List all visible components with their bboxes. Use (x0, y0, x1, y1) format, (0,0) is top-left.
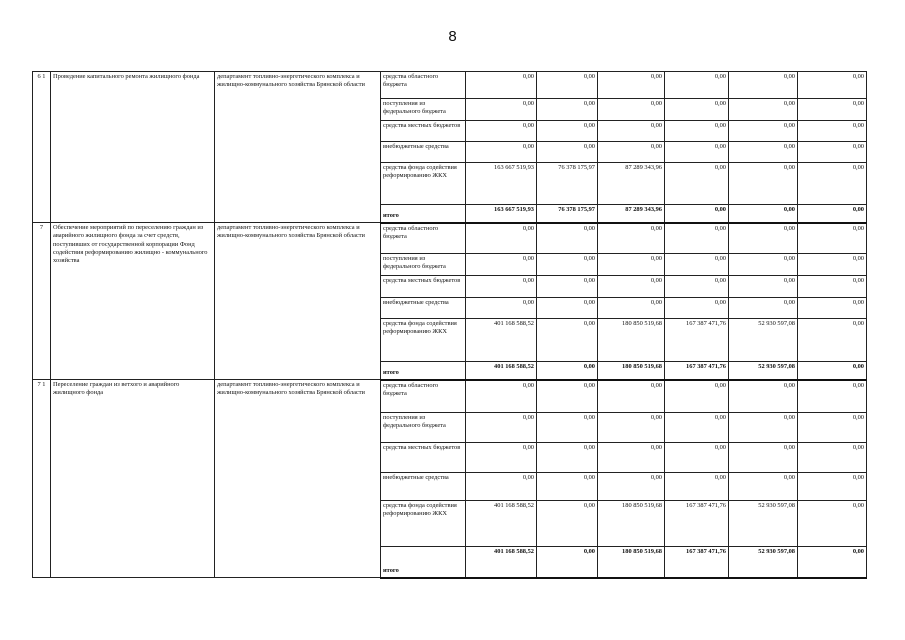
amount-cell: 0,00 (598, 276, 665, 298)
amount-cell: 0,00 (598, 121, 665, 142)
amount-cell: 0,00 (665, 99, 729, 121)
amount-cell: 0,00 (537, 413, 598, 443)
amount-cell: 163 667 519,93 (466, 163, 537, 205)
funding-source: средства областного бюджета (381, 72, 466, 99)
amount-cell: 76 378 175,97 (537, 163, 598, 205)
amount-cell: 0,00 (798, 547, 867, 578)
amount-cell: 0,00 (798, 121, 867, 142)
item-executor: департамент топливно-энергетического комплекса и жилищно-коммунального хозяйства Брянской области (215, 223, 381, 380)
funding-source: средства областного бюджета (381, 223, 466, 254)
amount-cell: 0,00 (598, 413, 665, 443)
amount-cell: 180 850 519,68 (598, 547, 665, 578)
amount-cell: 0,00 (665, 205, 729, 223)
amount-cell: 167 387 471,76 (665, 547, 729, 578)
item-name: Обеспечение мероприятий по переселению граждан из аварийного жилищного фонда за счет средств, поступивших от государственной корпорации Фонд содействия реформированию жилищно - коммунального хозяйства (51, 223, 215, 380)
funding-source: внебюджетные средства (381, 142, 466, 163)
amount-cell: 180 850 519,68 (598, 501, 665, 547)
amount-cell: 52 930 597,08 (729, 319, 798, 362)
amount-cell: 0,00 (665, 298, 729, 319)
amount-cell: 52 930 597,08 (729, 547, 798, 578)
amount-cell: 0,00 (798, 413, 867, 443)
amount-cell: 180 850 519,68 (598, 362, 665, 380)
amount-cell: 0,00 (729, 413, 798, 443)
funding-source: средства фонда содействия реформированию ЖКХ (381, 501, 466, 547)
amount-cell: 0,00 (798, 223, 867, 254)
amount-cell: 0,00 (729, 254, 798, 276)
amount-cell: 0,00 (729, 163, 798, 205)
amount-cell: 0,00 (466, 298, 537, 319)
funding-source: средства фонда содействия реформированию ЖКХ (381, 163, 466, 205)
amount-cell: 0,00 (665, 163, 729, 205)
funding-source: поступления из федерального бюджета (381, 99, 466, 121)
amount-cell: 0,00 (466, 72, 537, 99)
amount-cell: 0,00 (466, 223, 537, 254)
amount-cell: 167 387 471,76 (665, 362, 729, 380)
amount-cell: 0,00 (537, 501, 598, 547)
item-executor: департамент топливно-энергетического комплекса и жилищно-коммунального хозяйства Брянской области (215, 72, 381, 223)
item-number: 7 1 (33, 380, 51, 578)
amount-cell: 0,00 (798, 276, 867, 298)
amount-cell: 0,00 (665, 72, 729, 99)
funding-source: средства местных бюджетов (381, 121, 466, 142)
amount-cell: 0,00 (537, 443, 598, 473)
amount-cell: 401 168 588,52 (466, 362, 537, 380)
amount-cell: 0,00 (798, 319, 867, 362)
item-executor: департамент топливно-энергетического комплекса и жилищно-коммунального хозяйства Брянской области (215, 380, 381, 578)
amount-cell: 0,00 (537, 72, 598, 99)
amount-cell: 0,00 (665, 142, 729, 163)
amount-cell: 0,00 (729, 205, 798, 223)
amount-cell: 76 378 175,97 (537, 205, 598, 223)
amount-cell: 0,00 (729, 99, 798, 121)
amount-cell: 0,00 (537, 319, 598, 362)
amount-cell: 0,00 (729, 121, 798, 142)
amount-cell: 0,00 (537, 276, 598, 298)
table-body (33, 72, 867, 578)
amount-cell: 0,00 (466, 413, 537, 443)
amount-cell: 0,00 (598, 298, 665, 319)
amount-cell: 0,00 (798, 362, 867, 380)
budget-table (32, 71, 867, 579)
amount-cell: 0,00 (665, 413, 729, 443)
amount-cell: 0,00 (798, 501, 867, 547)
amount-cell: 0,00 (466, 121, 537, 142)
amount-cell: 0,00 (798, 298, 867, 319)
amount-cell: 167 387 471,76 (665, 319, 729, 362)
funding-source: средства фонда содействия реформированию ЖКХ (381, 319, 466, 362)
amount-cell: 167 387 471,76 (665, 501, 729, 547)
amount-cell: 163 667 519,93 (466, 205, 537, 223)
item-name: Проведение капитального ремонта жилищного фонда (51, 72, 215, 223)
amount-cell: 0,00 (537, 380, 598, 413)
funding-source: внебюджетные средства (381, 298, 466, 319)
amount-cell: 0,00 (798, 443, 867, 473)
amount-cell: 401 168 588,52 (466, 319, 537, 362)
page-number: 8 (448, 28, 457, 45)
amount-cell: 0,00 (466, 380, 537, 413)
amount-cell: 0,00 (598, 142, 665, 163)
amount-cell: 0,00 (798, 473, 867, 501)
amount-cell: 0,00 (537, 547, 598, 578)
table-row (33, 380, 867, 413)
amount-cell: 0,00 (537, 298, 598, 319)
amount-cell: 0,00 (798, 72, 867, 99)
amount-cell: 0,00 (537, 121, 598, 142)
table-row (33, 72, 867, 99)
amount-cell: 0,00 (537, 142, 598, 163)
amount-cell: 87 289 343,96 (598, 205, 665, 223)
amount-cell: 0,00 (729, 298, 798, 319)
amount-cell: 0,00 (729, 72, 798, 99)
amount-cell: 0,00 (729, 380, 798, 413)
amount-cell: 0,00 (729, 443, 798, 473)
amount-cell: 0,00 (665, 121, 729, 142)
amount-cell: 0,00 (598, 254, 665, 276)
funding-source: итого (381, 547, 466, 578)
funding-source: средства местных бюджетов (381, 276, 466, 298)
amount-cell: 0,00 (537, 223, 598, 254)
amount-cell: 0,00 (729, 223, 798, 254)
amount-cell: 0,00 (729, 276, 798, 298)
amount-cell: 0,00 (665, 223, 729, 254)
amount-cell: 0,00 (598, 473, 665, 501)
amount-cell: 0,00 (466, 473, 537, 501)
amount-cell: 0,00 (466, 276, 537, 298)
amount-cell: 0,00 (665, 276, 729, 298)
funding-source: средства областного бюджета (381, 380, 466, 413)
amount-cell: 180 850 519,68 (598, 319, 665, 362)
item-number: 6 1 (33, 72, 51, 223)
amount-cell: 0,00 (537, 473, 598, 501)
amount-cell: 0,00 (798, 142, 867, 163)
amount-cell: 0,00 (466, 99, 537, 121)
amount-cell: 401 168 588,52 (466, 501, 537, 547)
amount-cell: 0,00 (729, 142, 798, 163)
amount-cell: 52 930 597,08 (729, 362, 798, 380)
table-row (33, 223, 867, 254)
amount-cell: 0,00 (798, 380, 867, 413)
amount-cell: 0,00 (537, 254, 598, 276)
amount-cell: 0,00 (466, 254, 537, 276)
funding-source: внебюджетные средства (381, 473, 466, 501)
funding-source: средства местных бюджетов (381, 443, 466, 473)
amount-cell: 0,00 (798, 254, 867, 276)
amount-cell: 0,00 (598, 380, 665, 413)
amount-cell: 0,00 (798, 163, 867, 205)
amount-cell: 0,00 (598, 72, 665, 99)
amount-cell: 0,00 (665, 473, 729, 501)
amount-cell: 0,00 (537, 362, 598, 380)
amount-cell: 0,00 (466, 142, 537, 163)
amount-cell: 0,00 (665, 254, 729, 276)
amount-cell: 0,00 (665, 443, 729, 473)
funding-source: итого (381, 205, 466, 223)
amount-cell: 0,00 (598, 443, 665, 473)
funding-source: итого (381, 362, 466, 380)
item-number: 7 (33, 223, 51, 380)
amount-cell: 0,00 (537, 99, 598, 121)
funding-source: поступления из федерального бюджета (381, 413, 466, 443)
amount-cell: 0,00 (598, 99, 665, 121)
amount-cell: 87 289 343,96 (598, 163, 665, 205)
amount-cell: 0,00 (466, 443, 537, 473)
funding-source: поступления из федерального бюджета (381, 254, 466, 276)
amount-cell: 0,00 (798, 205, 867, 223)
item-name: Переселение граждан из ветхого и аварийного жилищного фонда (51, 380, 215, 578)
amount-cell: 0,00 (598, 223, 665, 254)
amount-cell: 0,00 (798, 99, 867, 121)
amount-cell: 0,00 (729, 473, 798, 501)
amount-cell: 52 930 597,08 (729, 501, 798, 547)
amount-cell: 401 168 588,52 (466, 547, 537, 578)
amount-cell: 0,00 (665, 380, 729, 413)
